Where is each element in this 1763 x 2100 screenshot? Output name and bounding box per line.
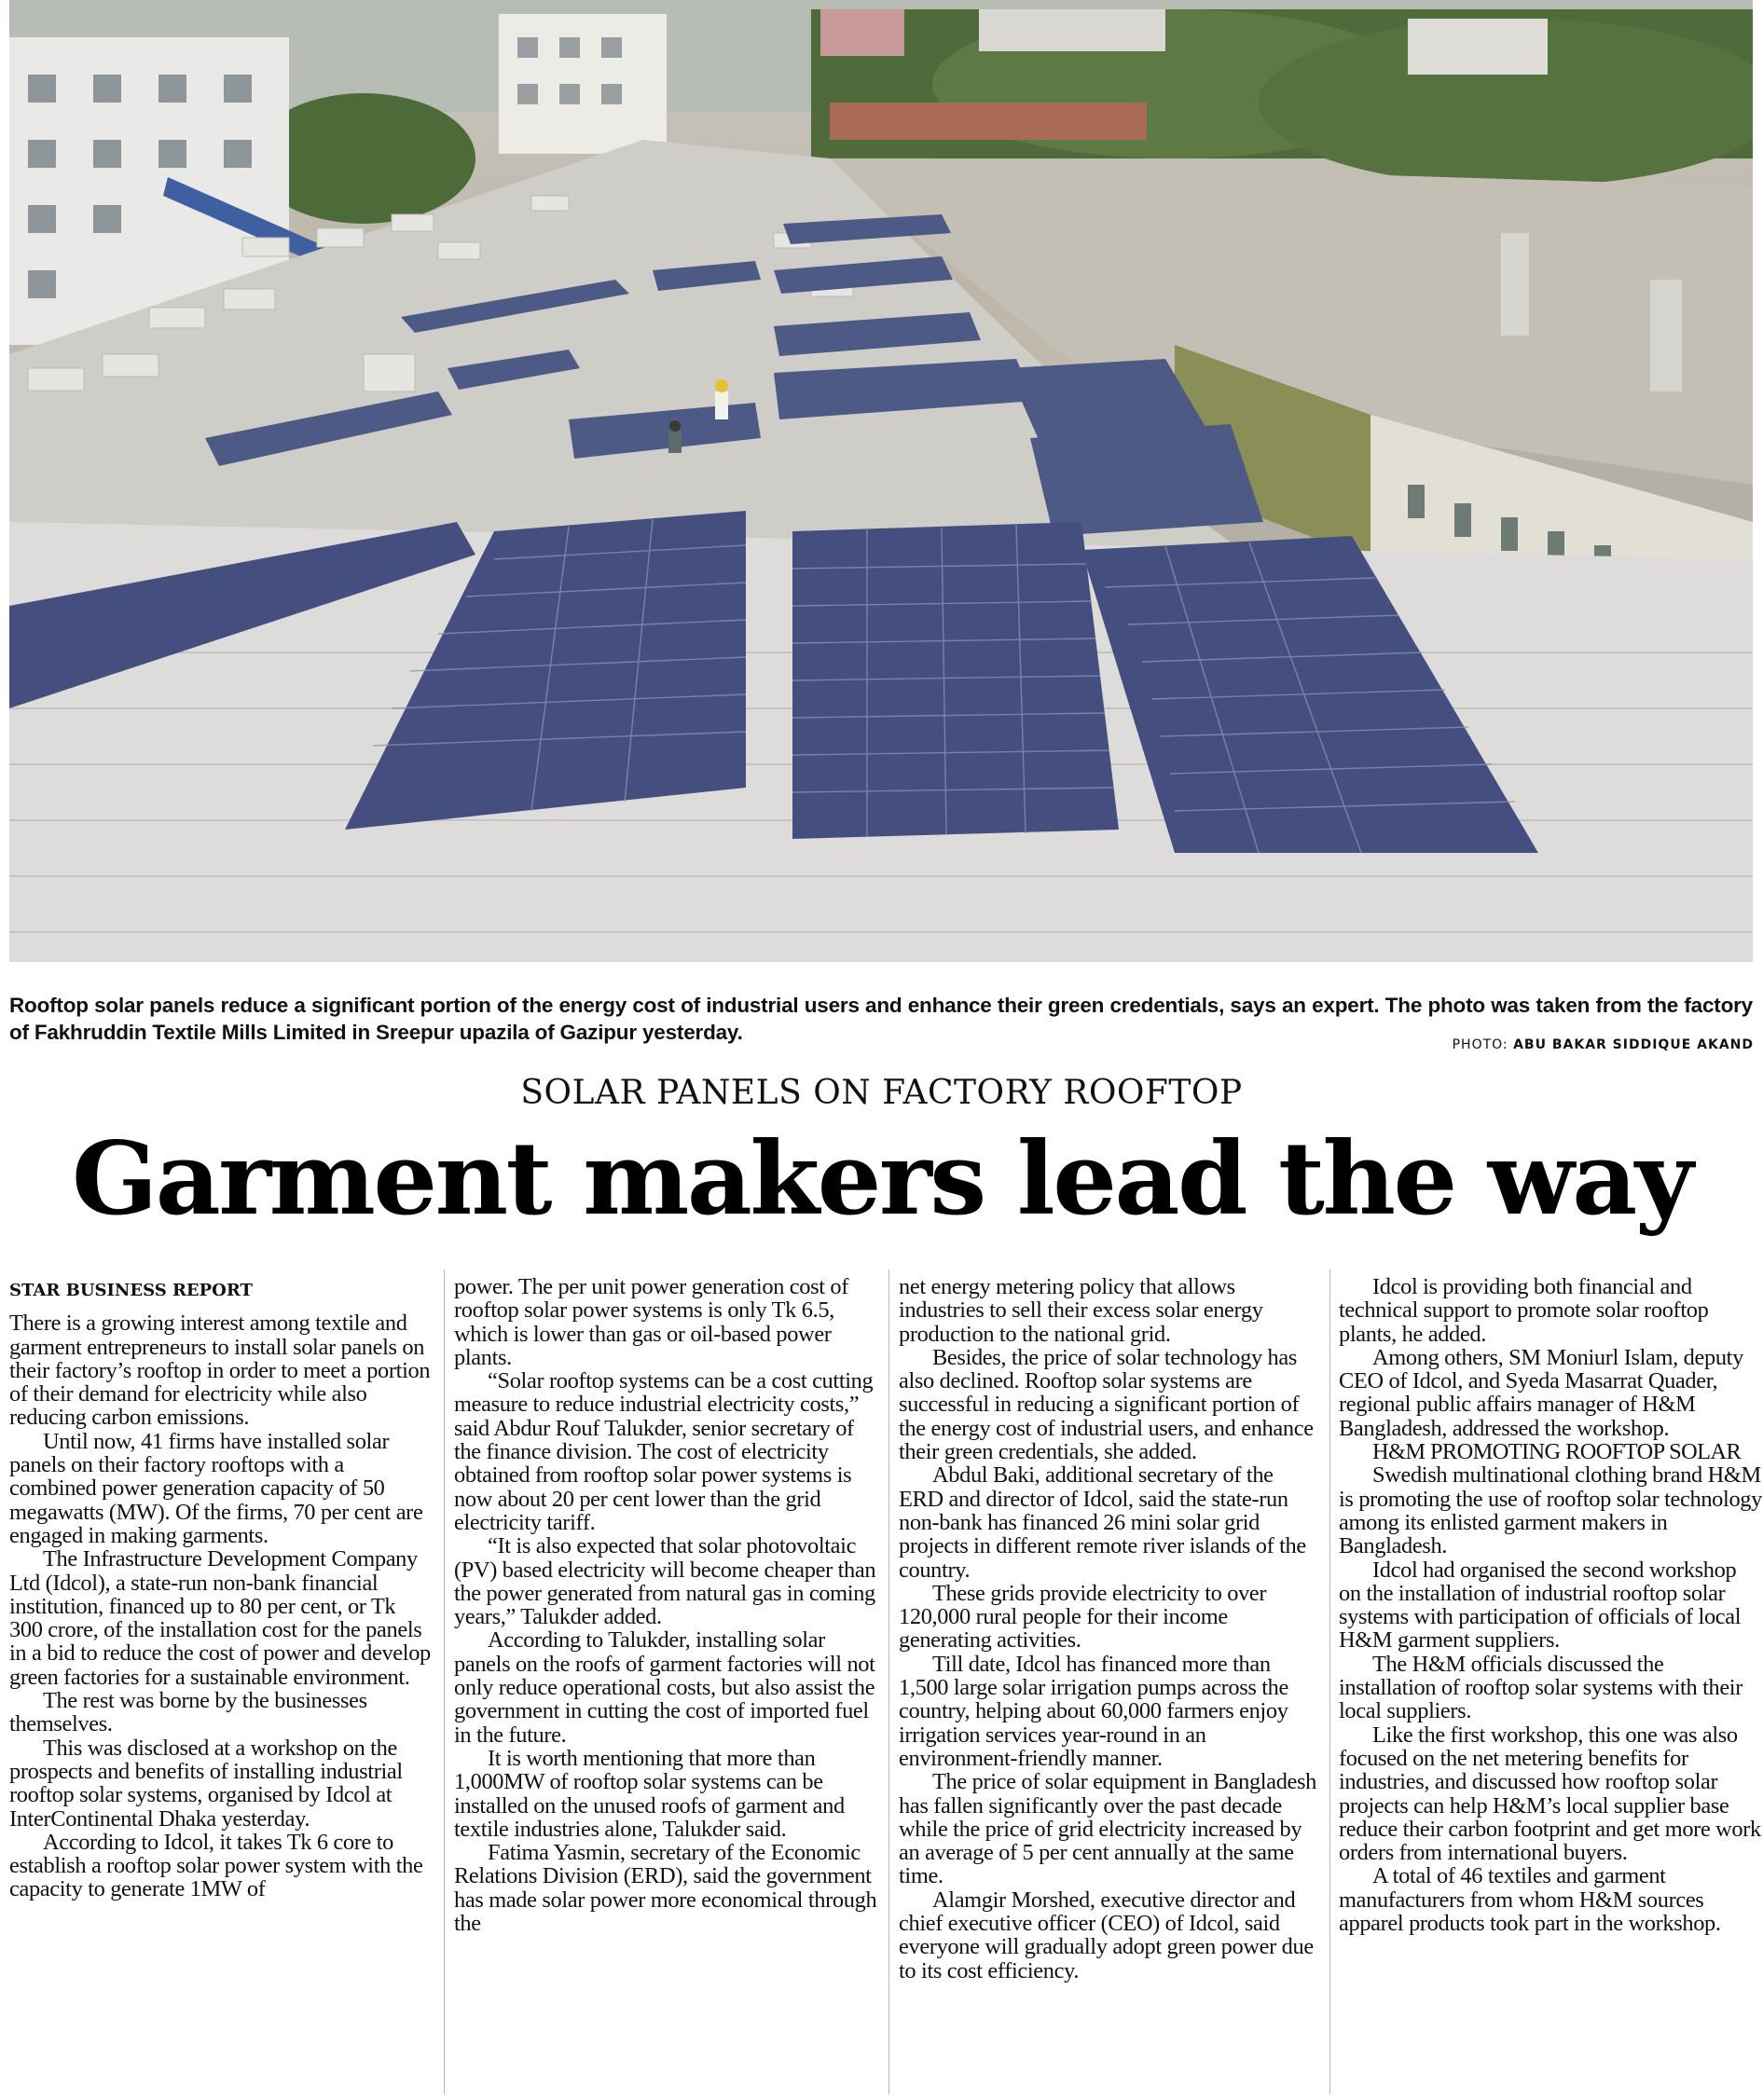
byline: STAR BUSINESS REPORT: [9, 1281, 253, 1300]
credit-name: ABU BAKAR SIDDIQUE AKAND: [1513, 1037, 1754, 1052]
credit-label: PHOTO:: [1452, 1037, 1508, 1052]
paragraph: It is worth mentioning that more than 1,000MW of rooftop solar systems can be installed on the unused roofs of garment and textile industries alone, Talukder said.: [454, 1745, 845, 1842]
paragraph: Till date, Idcol has financed more than 1,500 large solar irrigation pumps across the country, helping about 60,000 farmers enjoy irrigation services year-round in an environment-friendly manner.: [899, 1651, 1288, 1771]
column-divider: [444, 1270, 445, 2094]
paragraph: Besides, the price of solar technology has also declined. Rooftop solar systems are successful in reducing a significant portion of the energy cost of industrial users, and enhance their green credentials, she added.: [899, 1344, 1314, 1465]
paragraph: Swedish multinational clothing brand H&M is promoting the use of rooftop solar technology among its enlisted garment makers in Bangladesh.: [1339, 1462, 1762, 1559]
paragraph: Like the first workshop, this one was also focused on the net metering benefits for industries, and discussed how rooftop solar projects can help H&M’s local supplier base reduce their carbon footprint and get more work orders from international buyers.: [1339, 1722, 1761, 1866]
paragraph: According to Talukder, installing solar panels on the roofs of garment factories will not only reduce operational costs, but also assist the government in cutting the cost of imported fuel in the future.: [454, 1627, 875, 1748]
paragraph: Alamgir Morshed, executive director and chief executive officer (CEO) of Idcol, said everyone will gradually adopt green power due to its cost efficiency.: [899, 1887, 1314, 1983]
paragraph: These grids provide electricity to over 120,000 rural people for their income generating activities.: [899, 1580, 1267, 1654]
paragraph: Fatima Yasmin, secretary of the Economic Relations Division (ERD), said the government has made solar power more economical through the: [454, 1840, 877, 1937]
paragraph: Abdul Baki, additional secretary of the ERD and director of Idcol, said the state-run non-bank has financed 26 mini solar grid projects in different remote river islands of the country.: [899, 1462, 1306, 1583]
paragraph: “Solar rooftop systems can be a cost cutting measure to reduce industrial electricity costs,” said Abdur Rouf Talukder, senior secretary of the finance division. The cost of electricity obtained from rooftop solar power systems is now about 20 per cent lower than the grid electricity tariff.: [454, 1368, 874, 1535]
paragraph: There is a growing interest among textile and garment entrepreneurs to install solar panels on their factory’s rooftop in order to meet a portion of their demand for electricity while also reducing carbon emissions.: [9, 1311, 431, 1431]
paragraph: The Infrastructure Development Company Ltd (Idcol), a state-run non-bank financial institution, financed up to 80 per cent, or Tk 300 crore, of the installation cost for the panels in a bid to reduce the cost of power and develop green factories for a sustainable environment.: [9, 1546, 431, 1690]
paragraph: The H&M officials discussed the installation of rooftop solar systems with their local suppliers.: [1339, 1651, 1743, 1724]
paragraph: The price of solar equipment in Bangladesh has fallen significantly over the past decade while the price of grid electricity increased by an average of 5 per cent annually at the same time.: [899, 1769, 1317, 1889]
column-divider: [1329, 1270, 1330, 2094]
paragraph: The rest was borne by the businesses themselves.: [9, 1688, 367, 1737]
paragraph: This was disclosed at a workshop on the prospects and benefits of installing industrial rooftop solar systems, organised by Idcol at InterContinental Dhaka yesterday.: [9, 1735, 403, 1832]
kicker: SOLAR PANELS ON FACTORY ROOFTOP: [520, 1074, 1243, 1112]
article-column-2: [454, 1275, 878, 1935]
subheading: H&M PROMOTING ROOFTOP SOLAR: [1372, 1439, 1742, 1465]
paragraph: Idcol had organised the second workshop on the installation of industrial rooftop solar systems with participation of officials of local H&M garment suppliers.: [1339, 1557, 1742, 1654]
article-column-4: [1339, 1275, 1763, 1935]
article-column-3: [899, 1275, 1323, 1983]
paragraph: Idcol is providing both financial and technical support to promote solar rooftop plants, he added.: [1339, 1274, 1709, 1347]
paragraph: According to Idcol, it takes Tk 6 core to establish a rooftop solar power system with the capacity to generate 1MW of: [9, 1829, 423, 1902]
paragraph: A total of 46 textiles and garment manufacturers from whom H&M sources apparel products took part in the workshop.: [1339, 1863, 1721, 1937]
headline: Garment makers lead the way: [72, 1120, 1691, 1238]
paragraph: power. The per unit power generation cost of rooftop solar power systems is only Tk 6.5, which is lower than gas or oil-based power plants.: [454, 1274, 849, 1370]
article-column-1: [9, 1271, 434, 1901]
column-divider: [888, 1270, 889, 2094]
paragraph: net energy metering policy that allows industries to sell their excess solar energy production to the national grid.: [899, 1274, 1263, 1347]
caption-text: Rooftop solar panels reduce a significant portion of the energy cost of industrial users and enhance their green credentials, says an expert. The photo was taken from the factory of Fakhruddin Textile Mills Limited in Sreepur upazila of Gazipur yesterday.: [9, 994, 1753, 1044]
paragraph: “It is also expected that solar photovoltaic (PV) based electricity will become cheaper than the power generated from natural gas in coming years,” Talukder added.: [454, 1533, 876, 1630]
rooftop-solar-photo: [9, 0, 1753, 962]
paragraph: Until now, 41 firms have installed solar panels on their factory rooftops with a combined power generation capacity of 50 megawatts (MW). Of the firms, 70 per cent are engaged in making garments.: [9, 1428, 423, 1548]
paragraph: Among others, SM Moniurl Islam, deputy CEO of Idcol, and Syeda Masarrat Quader, regional public affairs manager of H&M Bangladesh, addressed the workshop.: [1339, 1344, 1743, 1441]
photo-credit: [1453, 1037, 1754, 1052]
